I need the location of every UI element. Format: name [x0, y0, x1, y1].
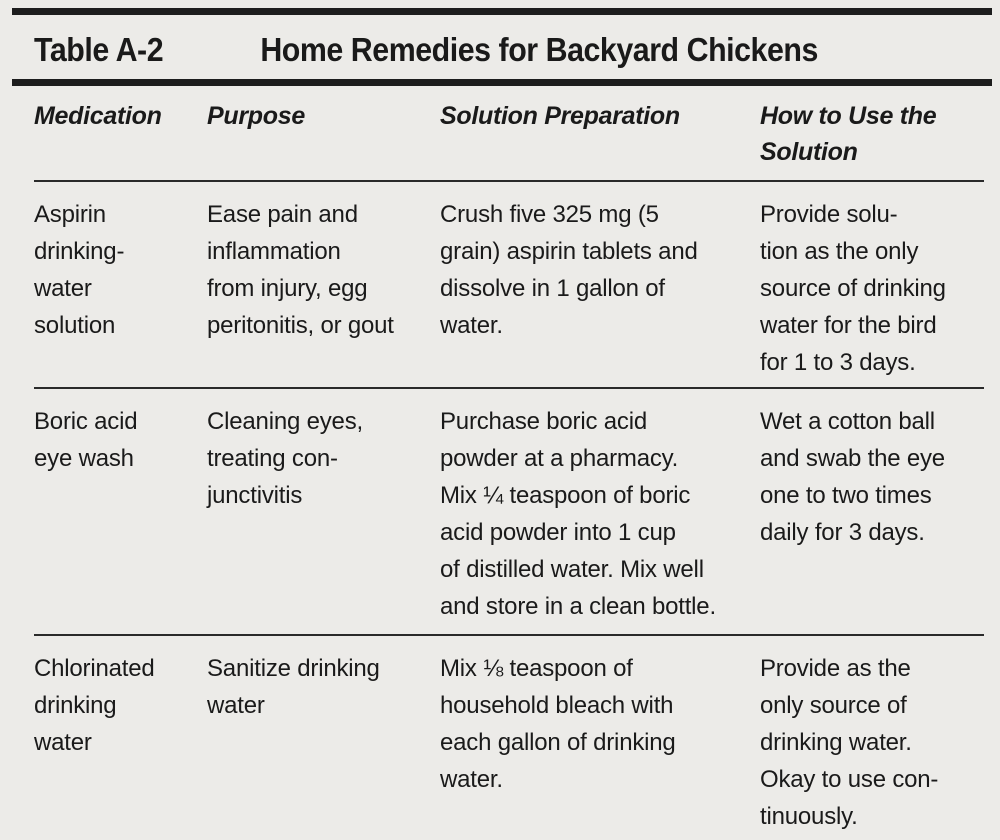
text-line: from injury, egg	[207, 275, 368, 302]
text-line: water	[34, 729, 92, 756]
text-line: Crush five 325 mg (5	[440, 201, 659, 228]
text-line: Aspirin	[34, 201, 106, 228]
text-line: Okay to use con-	[760, 766, 939, 793]
text-line: junctivitis	[207, 482, 303, 509]
text-line: only source of	[760, 692, 907, 719]
text-line: drinking-	[34, 238, 125, 265]
text-line: water.	[440, 312, 503, 339]
text-line: Mix ⅛ teaspoon of	[440, 655, 633, 682]
text-line: solution	[34, 312, 116, 339]
text-line: peritonitis, or gout	[207, 312, 394, 339]
header-solution-preparation: Solution Preparation	[440, 102, 680, 130]
header-rule	[34, 180, 984, 182]
text-line: treating con-	[207, 445, 338, 472]
text-line: water for the bird	[760, 312, 937, 339]
header-how-to-use	[760, 98, 936, 170]
row-1-medication	[34, 196, 124, 344]
text-line: inflammation	[207, 238, 341, 265]
header-purpose: Purpose	[207, 102, 305, 130]
text-line: Provide solu-	[760, 201, 898, 228]
text-line: for 1 to 3 days.	[760, 349, 916, 376]
text-line: Wet a cotton ball	[760, 408, 935, 435]
text-line: household bleach with	[440, 692, 674, 719]
top-rule	[12, 8, 992, 15]
row-3-solution	[440, 650, 676, 798]
row-2-purpose	[207, 403, 363, 514]
text-line: daily for 3 days.	[760, 519, 925, 546]
text-line: drinking	[34, 692, 117, 719]
text-line: source of drinking	[760, 275, 946, 302]
text-line: Chlorinated	[34, 655, 155, 682]
text-line: water.	[440, 766, 503, 793]
table-title-text: Home Remedies for Backyard Chickens	[260, 31, 818, 68]
table-title	[34, 24, 818, 76]
row-1-how-to-use	[760, 196, 946, 381]
row-3-medication	[34, 650, 155, 761]
text-line: Provide as the	[760, 655, 911, 682]
row-2-how-to-use	[760, 403, 945, 551]
text-line: grain) aspirin tablets and	[440, 238, 698, 265]
text-line: water	[207, 692, 265, 719]
header-how-to-use-line2: Solution	[760, 138, 858, 166]
text-line: Mix ¼ teaspoon of boric	[440, 482, 691, 509]
text-line: eye wash	[34, 445, 134, 472]
header-how-to-use-line1: How to Use the	[760, 102, 937, 130]
text-line: Boric acid	[34, 408, 138, 435]
text-line: one to two times	[760, 482, 932, 509]
title-rule	[12, 79, 992, 86]
text-line: Ease pain and	[207, 201, 358, 228]
text-line: and swab the eye	[760, 445, 945, 472]
row-3-how-to-use	[760, 650, 938, 835]
row-1-purpose	[207, 196, 394, 344]
text-line: dissolve in 1 gallon of	[440, 275, 665, 302]
row-1-solution	[440, 196, 698, 344]
row-3-purpose	[207, 650, 380, 724]
text-line: acid powder into 1 cup	[440, 519, 676, 546]
text-line: tion as the only	[760, 238, 919, 265]
text-line: Cleaning eyes,	[207, 408, 363, 435]
row-rule-2	[34, 634, 984, 636]
text-line: and store in a clean bottle.	[440, 593, 716, 620]
row-2-medication	[34, 403, 137, 477]
text-line: powder at a pharmacy.	[440, 445, 679, 472]
text-line: water	[34, 275, 92, 302]
text-line: each gallon of drinking	[440, 729, 676, 756]
text-line: tinuously.	[760, 803, 858, 830]
row-2-solution	[440, 403, 716, 625]
text-line: Purchase boric acid	[440, 408, 647, 435]
row-rule-1	[34, 387, 984, 389]
table-label: Table A-2	[34, 31, 164, 68]
text-line: of distilled water. Mix well	[440, 556, 704, 583]
text-line: drinking water.	[760, 729, 912, 756]
header-medication: Medication	[34, 102, 162, 130]
text-line: Sanitize drinking	[207, 655, 380, 682]
